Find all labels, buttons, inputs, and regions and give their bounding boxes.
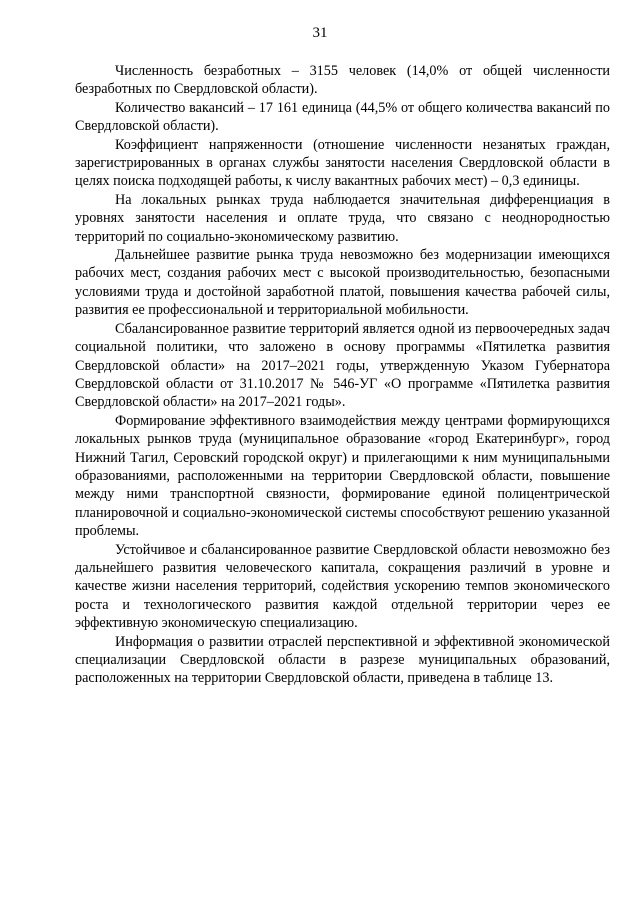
paragraph-specialization-info: Информация о развитии отраслей перспективной и эффективной экономической специализации Свердловской области в разрезе муниципальных образований, расположенных на территории Свердловской области, приведена в таблице 13. (75, 633, 610, 687)
paragraph-sustainable-development: Устойчивое и сбалансированное развитие Свердловской области невозможно без дальнейшего развития человеческого капитала, сокращения различий в уровне и качестве жизни населения территорий, содействия ускорению темпов экономического роста и технологического развития каждой отдельной территории через ее эффективную экономическую специализацию. (75, 541, 610, 632)
paragraph-unemployed-count: Численность безработных – 3155 человек (14,0% от общей численности безработных по Свердловской области). (75, 63, 610, 98)
paragraph-vacancies-count: Количество вакансий – 17 161 единица (44,5% от общего количества вакансий по Свердловской области). (75, 99, 610, 135)
paragraph-balanced-development: Сбалансированное развитие территорий является одной из первоочередных задач социальной политики, что заложено в основу программы «Пятилетка развития Свердловской области» на 2017–2021 годы, утвержденную Указом Губернатора Свердловской области от 31.10.2017 № 546-УГ «О программе «Пятилетка развития Свердловской области» на 2017–2021 годы». (75, 320, 610, 411)
paragraph-local-labor-markets: На локальных рынках труда наблюдается значительная дифференциация в уровнях занятости населения и оплате труда, что связано с неоднородностью территорий по социально-экономическому развитию. (75, 191, 610, 245)
document-body (75, 62, 610, 688)
paragraph-labor-market-development: Дальнейшее развитие рынка труда невозможно без модернизации имеющихся рабочих мест, создания рабочих мест с высокой производительностью, безопасными условиями труда и достойной заработной платой, повышения качества рабочей силы, развития ее профессиональной и территориальной мобильности. (75, 247, 610, 319)
page-number: 31 (312, 25, 328, 41)
paragraph-tension-coefficient: Коэффициент напряженности (отношение численности незанятых граждан, зарегистрированных в органах службы занятости населения Свердловской области в целях поиска подходящей работы, к числу вакантных рабочих мест) – 0,3 единицы. (75, 136, 610, 190)
paragraph-interaction-formation: Формирование эффективного взаимодействия между центрами формирующихся локальных рынков труда (муниципальное образование «город Екатеринбург», город Нижний Тагил, Серовский городской округ) и прилегающими к ним муниципальными образованиями, расположенными на территории Свердловской области, повышение между ними транспортной связности, формирование единой полицентрической планировочной и социально-экономической системы способствуют решению указанной проблемы. (75, 412, 610, 540)
